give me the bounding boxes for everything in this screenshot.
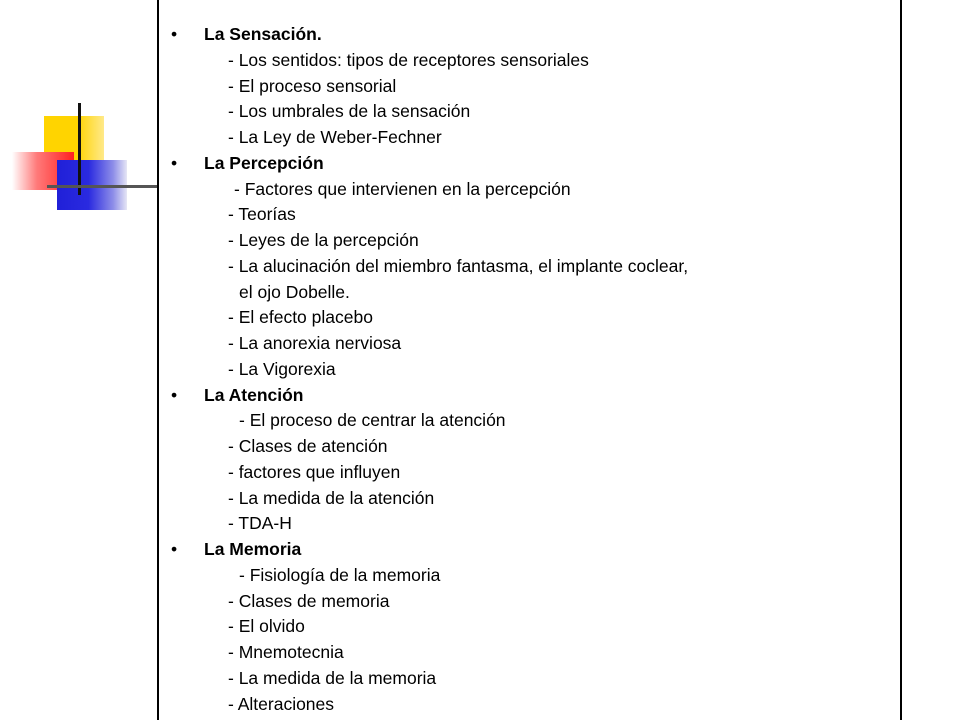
list-item: - El efecto placebo (228, 307, 373, 328)
outline-list (171, 22, 900, 717)
bullet: • (171, 539, 178, 559)
bullet: • (171, 152, 178, 173)
list-item: - Factores que intervienen en la percepción (234, 178, 571, 199)
section-heading (171, 537, 900, 563)
section-title: La Atención (204, 384, 304, 405)
list-item: - TDA-H (228, 513, 292, 534)
list-item: el ojo Dobelle. (239, 281, 350, 302)
content-panel (157, 0, 902, 720)
list-item: - La medida de la memoria (228, 667, 437, 688)
list-item: - Los umbrales de la sensación (228, 101, 471, 122)
list-item: - Clases de memoria (228, 590, 390, 611)
section-heading (171, 22, 900, 48)
horizontal-line (47, 185, 157, 188)
section-heading (171, 151, 900, 177)
decorative-squares (0, 0, 160, 230)
list-item: - Fisiología de la memoria (239, 564, 441, 585)
list-item: - La anorexia nerviosa (228, 333, 402, 353)
list-item: - La Vigorexia (228, 358, 336, 379)
list-item: - Mnemotecnia (228, 642, 344, 662)
list-item: - Clases de atención (228, 436, 388, 456)
list-item: - Leyes de la percepción (228, 230, 419, 250)
list-item: - Los sentidos: tipos de receptores sensoriales (228, 49, 589, 70)
list-item: - El proceso sensorial (228, 75, 397, 96)
section-title: La Memoria (204, 539, 302, 559)
list-item: - El olvido (228, 616, 305, 637)
list-item: - La Ley de Weber-Fechner (228, 127, 442, 147)
bullet: • (171, 384, 178, 405)
list-item: - La alucinación del miembro fantasma, el implante coclear, (228, 255, 689, 276)
list-item: - El proceso de centrar la atención (239, 410, 506, 431)
list-item: - factores que influyen (228, 461, 401, 482)
section-heading (171, 383, 900, 409)
bullet: • (171, 24, 178, 44)
list-item: - La medida de la atención (228, 487, 435, 508)
list-item: - Teorías (228, 204, 296, 225)
vertical-line (78, 103, 81, 195)
list-item: - Alteraciones (228, 693, 335, 714)
section-title: La Sensación. (204, 24, 322, 44)
section-title: La Percepción (204, 152, 324, 173)
